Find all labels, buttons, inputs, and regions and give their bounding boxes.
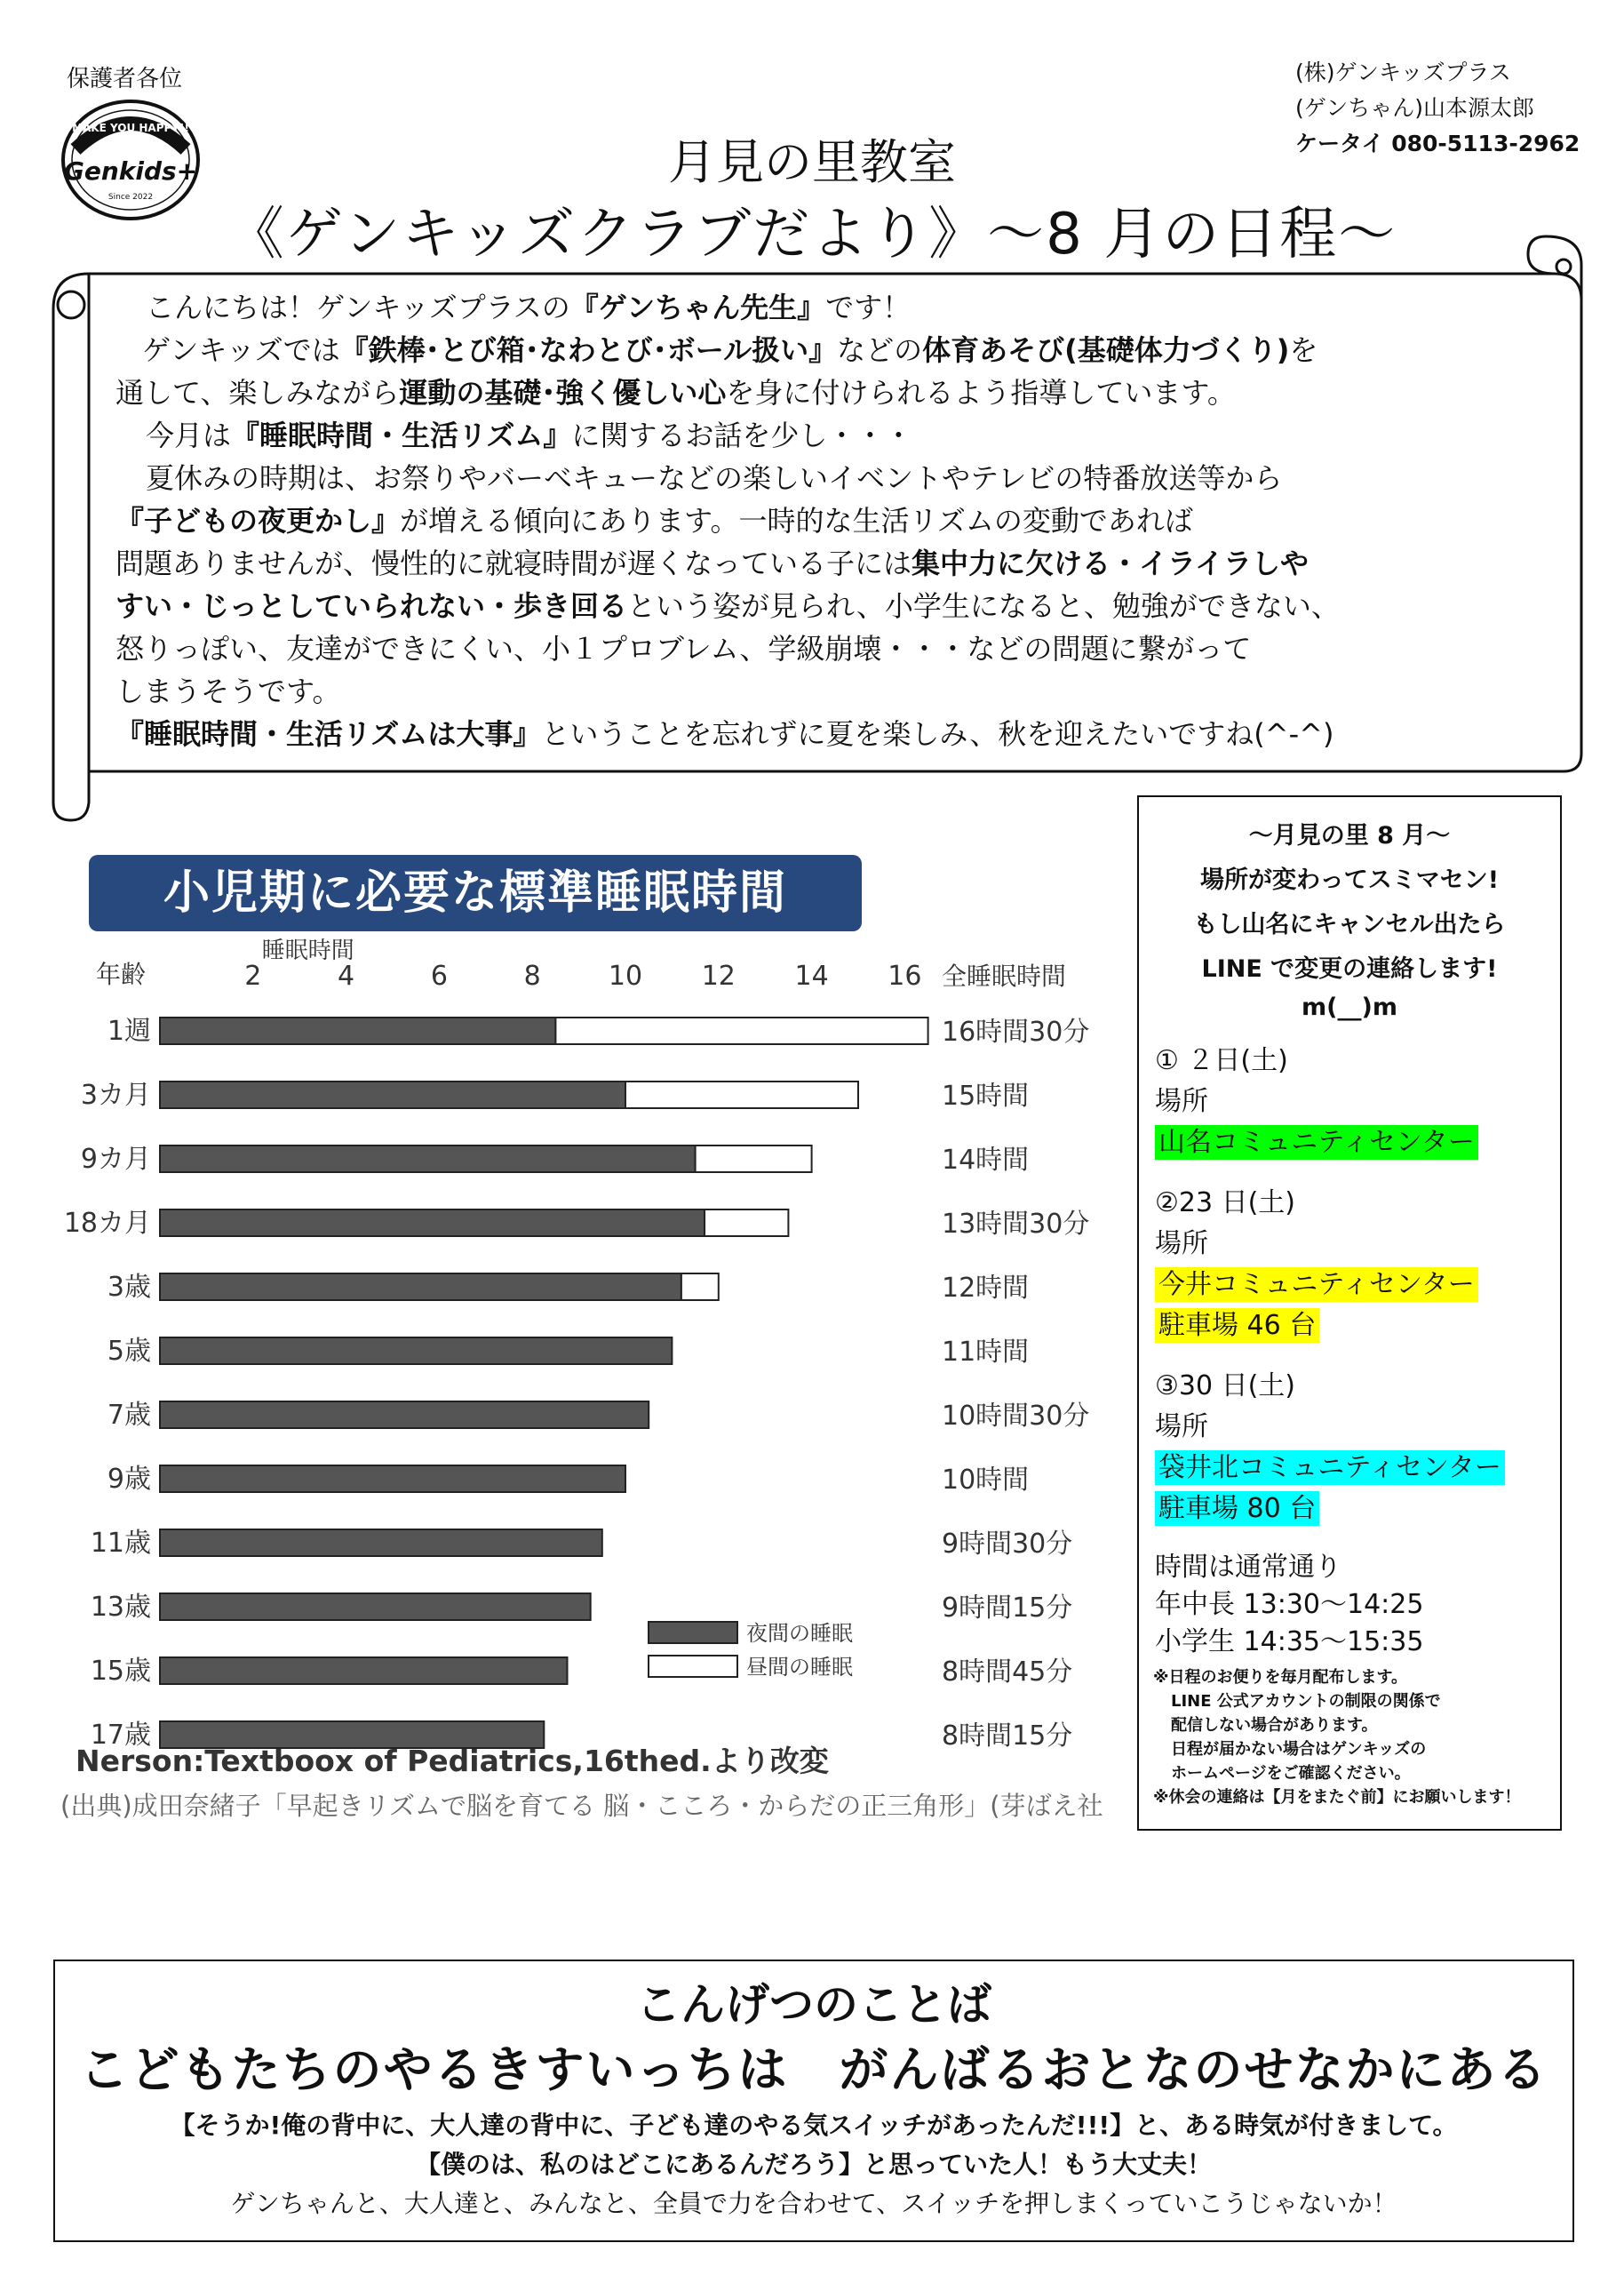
- sleep-chart: [53, 835, 1155, 1840]
- event-place-label: 場所: [1155, 1228, 1208, 1259]
- age-label: 15歳: [90, 1656, 151, 1687]
- schedule-heading: ～月見の里 8 月～: [1248, 822, 1451, 850]
- schedule-emoticon: m(__)m: [1302, 994, 1397, 1021]
- night-sleep-bar: [160, 1273, 681, 1300]
- message-bold: すい・じっとしていられない・歩き回る: [115, 589, 628, 623]
- event-venue: 袋井北コミュニティセンター: [1155, 1450, 1505, 1485]
- total-sleep-label: 10時間: [942, 1465, 1030, 1496]
- logo-since: Since 2022: [107, 193, 154, 202]
- day-sleep-bar: [681, 1273, 719, 1300]
- newsletter-title: 《ゲンキッズクラブだより》～8 月の日程～: [227, 202, 1397, 267]
- message-line: [115, 414, 1537, 457]
- time-note: 時間は通常通り: [1155, 1552, 1341, 1583]
- x-tick-label: 2: [244, 961, 262, 992]
- total-header: 全睡眠時間: [942, 962, 1067, 991]
- org-name: (株)ゲンキッズプラス: [1295, 60, 1511, 85]
- x-tick-label: 8: [523, 961, 541, 992]
- message-bold: 集中力に欠ける・イライラしや: [912, 547, 1310, 580]
- age-label: 18カ月: [63, 1208, 151, 1239]
- monthly-words-line: 【僕のは、私のはどこにあるんだろう】と思っていた人！もう大丈夫！: [415, 2150, 1212, 2179]
- age-label: 3歳: [107, 1272, 151, 1303]
- night-sleep-bar: [160, 1529, 602, 1556]
- message-line: [115, 329, 1537, 371]
- x-tick-label: 6: [430, 961, 448, 992]
- day-sleep-bar: [696, 1145, 812, 1172]
- classroom-name: 月見の里教室: [668, 134, 956, 190]
- event-place-label: 場所: [1155, 1086, 1208, 1117]
- monthly-words-heading: こんげつのことば: [636, 1979, 991, 2031]
- monthly-words-main: こどもたちのやるきすいっちは がんばるおとなのせなかにある: [79, 2041, 1548, 2098]
- day-sleep-bar: [555, 1018, 927, 1044]
- message-bold: 体育あそび(基礎体力づくり): [922, 333, 1290, 367]
- recipient-label: 保護者各位: [67, 66, 183, 92]
- day-sleep-bar: [705, 1209, 788, 1236]
- age-label: 9カ月: [80, 1144, 151, 1175]
- schedule-note: 配信しない場合があります。: [1171, 1716, 1378, 1735]
- total-sleep-label: 13時間30分: [942, 1209, 1090, 1240]
- event-date: ① ２日(土): [1155, 1045, 1288, 1076]
- message-text: です！: [825, 291, 912, 324]
- age-label: 3カ月: [80, 1080, 151, 1111]
- total-sleep-label: 14時間: [942, 1145, 1030, 1176]
- logo-wordmark: Genkids+: [63, 156, 198, 186]
- message-line: 怒りっぽい、友達ができにくい、小１プロブレム、学級崩壊・・・などの問題に繋がって: [115, 632, 1252, 666]
- age-label: 13歳: [90, 1592, 151, 1623]
- total-sleep-label: 11時間: [942, 1337, 1030, 1368]
- message-text: 通して、楽しみながら: [115, 376, 400, 410]
- event-place-label: 場所: [1155, 1411, 1208, 1442]
- event-venue: 今井コミュニティセンター: [1155, 1267, 1478, 1302]
- contact-person: (ゲンちゃん)山本源太郎: [1295, 95, 1535, 121]
- message-bold: 『睡眠時間・生活リズムは大事』: [115, 717, 542, 751]
- legend-label: 夜間の睡眠: [746, 1621, 853, 1646]
- logo-ribbon: MAKE YOU HAPPY!!: [72, 122, 189, 134]
- night-sleep-bar: [160, 1082, 625, 1108]
- total-sleep-label: 8時間15分: [942, 1720, 1073, 1752]
- night-sleep-bar: [160, 1401, 649, 1428]
- message-text: が増える傾向にあります。一時的な生活リズムの変動であれば: [400, 504, 1193, 538]
- x-tick-label: 10: [608, 961, 643, 992]
- schedule-note: ※休会の連絡は【月をまたぐ前】にお願いします！: [1153, 1788, 1521, 1807]
- monthly-words-line: ゲンちゃんと、大人達と、みんなと、全員で力を合わせて、スイッチを押しまくっていこうじゃないか！: [230, 2189, 1397, 2218]
- event-date: ③30 日(土): [1155, 1370, 1296, 1401]
- message-text: を身に付けられるよう指導しています。: [726, 376, 1236, 410]
- x-tick-label: 16: [888, 961, 922, 992]
- chart-title: 小児期に必要な標準睡眠時間: [163, 866, 787, 920]
- schedule-notice: もし山名にキャンセル出たら: [1193, 911, 1506, 938]
- x-tick-label: 12: [701, 961, 736, 992]
- message-line: [115, 585, 1537, 627]
- message-text: こんにちは！ゲンキッズプラスの: [146, 291, 570, 324]
- event-date: ②23 日(土): [1155, 1187, 1296, 1218]
- message-bold: 『鉄棒･とび箱･なわとび･ボール扱い』: [339, 333, 838, 367]
- message-bold: 『睡眠時間・生活リズム』: [231, 419, 572, 452]
- night-sleep-bar: [160, 1657, 568, 1684]
- total-sleep-label: 12時間: [942, 1273, 1030, 1304]
- message-text: などの: [837, 333, 923, 367]
- message-line: [115, 499, 1537, 542]
- message-line: [115, 713, 1537, 755]
- total-sleep-label: 8時間45分: [942, 1656, 1073, 1688]
- schedule-note: ※日程のお便りを毎月配布します。: [1153, 1668, 1408, 1687]
- message-line: 夏休みの時期は、お祭りやバーベキューなどの楽しいイベントやテレビの特番放送等から: [146, 461, 1283, 495]
- total-sleep-label: 9時間30分: [942, 1529, 1073, 1560]
- total-sleep-label: 10時間30分: [942, 1401, 1090, 1432]
- message-bold: 『子どもの夜更かし』: [115, 504, 401, 538]
- message-text: 今月は: [146, 419, 232, 452]
- night-sleep-bar: [160, 1018, 555, 1044]
- message-text: を: [1289, 333, 1318, 367]
- day-sleep-bar: [625, 1082, 858, 1108]
- chart-credit: (出典)成田奈緒子「早起きリズムで脳を育てる 脳・こころ・からだの正三角形」(芽ばえ社: [60, 1791, 1103, 1821]
- age-header: 年齢: [96, 960, 147, 989]
- night-sleep-bar: [160, 1465, 625, 1492]
- message-text: 問題ありませんが、慢性的に就寝時間が遅くなっている子には: [115, 547, 912, 580]
- schedule-note: ホームページをご確認ください。: [1171, 1764, 1411, 1783]
- legend-swatch: [649, 1622, 737, 1643]
- age-label: 9歳: [107, 1464, 151, 1495]
- age-label: 17歳: [90, 1720, 151, 1751]
- time-elementary: 小学生 14:35～15:35: [1155, 1626, 1424, 1657]
- schedule-note: LINE 公式アカウントの制限の関係で: [1171, 1692, 1441, 1711]
- message-bold: 『ゲンちゃん先生』: [569, 291, 826, 324]
- event-parking: 駐車場 46 台: [1155, 1308, 1319, 1343]
- message-text: ゲンキッズでは: [142, 333, 340, 367]
- schedule-notice: 場所が変わってスミマセン!: [1199, 866, 1500, 894]
- legend-label: 昼間の睡眠: [746, 1655, 853, 1680]
- total-sleep-label: 9時間15分: [942, 1592, 1073, 1624]
- phone-number: ケータイ 080-5113-2962: [1295, 131, 1580, 156]
- schedule-notice: LINE で変更の連絡します!: [1201, 955, 1498, 983]
- message-text: に関するお話を少し・・・: [571, 419, 913, 452]
- message-text: という姿が見られ、小学生になると、勉強ができない、: [627, 589, 1340, 623]
- legend-swatch: [649, 1656, 737, 1677]
- x-tick-label: 14: [794, 961, 829, 992]
- night-sleep-bar: [160, 1145, 696, 1172]
- total-sleep-label: 15時間: [942, 1081, 1030, 1112]
- night-sleep-bar: [160, 1209, 705, 1236]
- x-tick-label: 4: [338, 961, 355, 992]
- message-line: [115, 286, 1537, 329]
- age-label: 1週: [107, 1016, 151, 1047]
- monthly-words-line: 【そうか!俺の背中に、大人達の背中に、子ども達のやる気スイッチがあったんだ!!!】と、ある時気が付きまして。: [170, 2111, 1458, 2140]
- message-bold: 運動の基礎･強く優しい心: [399, 376, 727, 410]
- event-parking: 駐車場 80 台: [1155, 1491, 1319, 1526]
- age-label: 5歳: [107, 1336, 151, 1367]
- time-kindergarten: 年中長 13:30～14:25: [1155, 1589, 1424, 1620]
- event-venue: 山名コミュニティセンター: [1155, 1125, 1478, 1160]
- greeting-message: [115, 286, 1537, 755]
- age-label: 7歳: [107, 1400, 151, 1431]
- chart-source: Nerson:Textboox of Pediatrics,16thed.より改変: [76, 1744, 829, 1778]
- message-line: [115, 542, 1537, 585]
- total-sleep-label: 16時間30分: [942, 1017, 1090, 1048]
- schedule-note: 日程が届かない場合はゲンキッズの: [1171, 1740, 1427, 1759]
- message-line: しまうそうです。: [115, 675, 341, 708]
- night-sleep-bar: [160, 1593, 591, 1620]
- night-sleep-bar: [160, 1337, 672, 1364]
- message-line: [115, 371, 1537, 414]
- axis-header: 睡眠時間: [261, 938, 354, 964]
- age-label: 11歳: [90, 1528, 151, 1559]
- message-text: ということを忘れずに夏を楽しみ、秋を迎えたいですね(^-^): [541, 717, 1334, 751]
